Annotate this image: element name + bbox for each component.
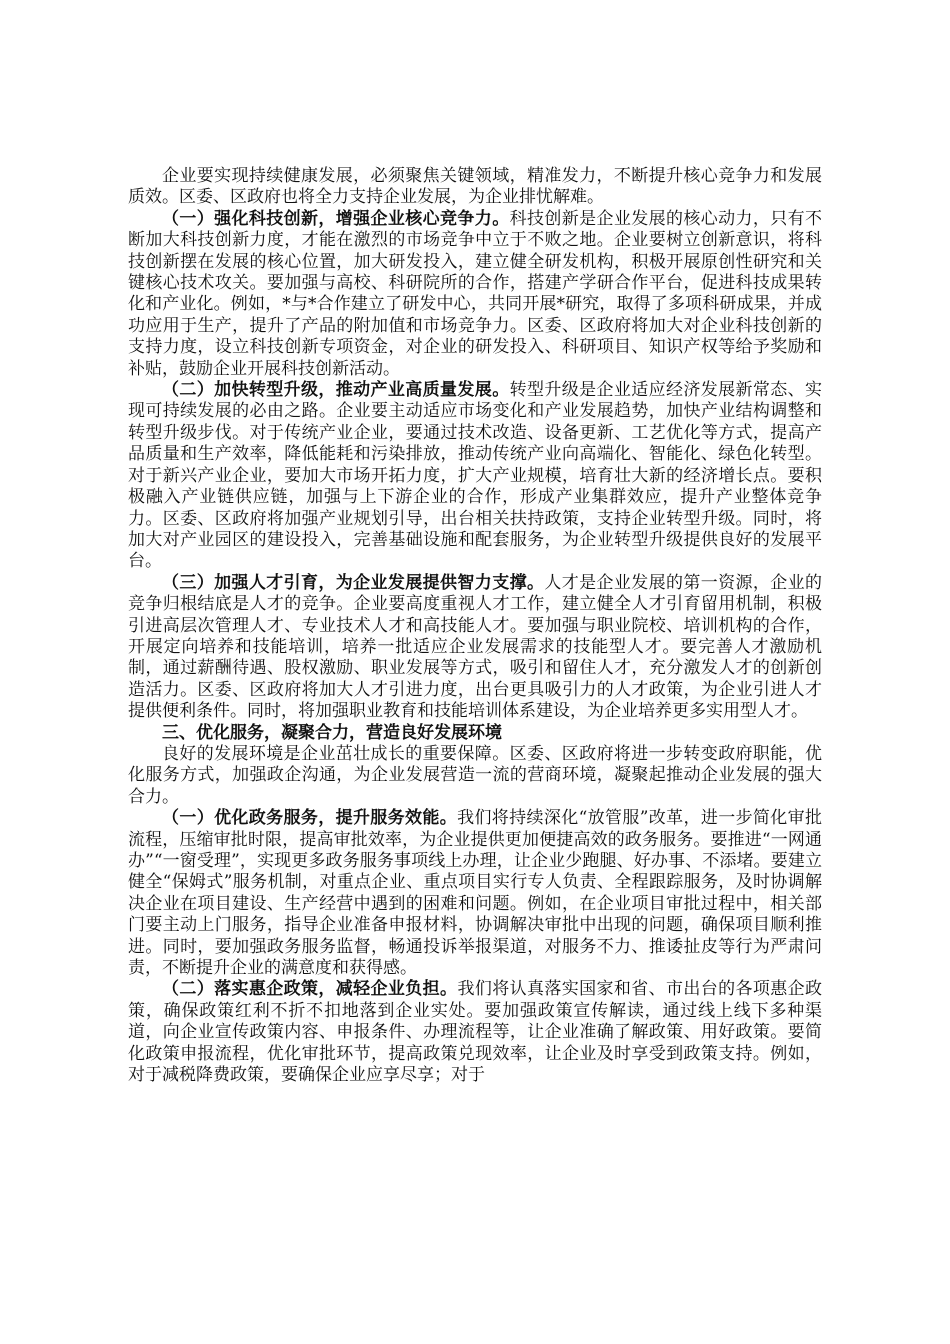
chapter-heading-text: 三、优化服务，凝聚合力，营造良好发展环境: [162, 722, 502, 743]
paragraph-text: 企业要实现持续健康发展，必须聚焦关键领域，精准发力，不断提升核心竞争力和发展质效。区委、区政府也将全力支持企业发展，为企业排忧解难。: [128, 166, 822, 208]
section-lead-heading: （一）强化科技创新，增强企业核心竞争力。: [162, 208, 510, 229]
paragraph-text: 良好的发展环境是企业茁壮成长的重要保障。区委、区政府将进一步转变政府职能，优化服务方式，加强政企沟通，为企业发展营造一流的营商环境，凝聚起推动企业发展的强大合力。: [128, 743, 822, 807]
paragraph-text: 科技创新是企业发展的核心动力，只有不断加大科技创新力度，才能在激烈的市场竞争中立于不败之地。企业要树立创新意识，将科技创新摆在发展的核心位置，加大研发投入，建立健全研发机构，积极开展原创性研究和关键核心技术攻关。要加强与高校、科研院所的合作，搭建产学研合作平台，促进科技成果转化和产业化。例如，*与*合作建立了研发中心，共同开展*研究，取得了多项科研成果，并成功应用于生产，提升了产品的附加值和市场竞争力。区委、区政府将加大对企业科技创新的支持力度，设立科技创新专项资金，对企业的研发投入、科研项目、知识产权等给予奖励和补贴，鼓励企业开展科技创新活动。: [128, 208, 823, 379]
paragraph-text: 我们将持续深化“放管服”改革，进一步简化审批流程，压缩审批时限，提高审批效率，为企业提供更加便捷高效的政务服务。要推进“一网通办”“一窗受理”，实现更多政务服务事项线上办理，让企业少跑腿、好办事、不添堵。要建立健全“保姆式”服务机制，对重点企业、重点项目实行专人负责、全程跟踪服务，及时协调解决企业在项目建设、生产经营中遇到的困难和问题。例如，在企业项目审批过程中，相关部门要主动上门服务，指导企业准备申报材料，协调解决审批中出现的问题，确保项目顺利推进。同时，要加强政务服务监督，畅通投诉举报渠道，对服务不力、推诿扯皮等行为严肃问责，不断提升企业的满意度和获得感。: [128, 808, 822, 979]
paragraph-text: 我们将认真落实国家和省、市出台的各项惠企政策，确保政策红利不折不扣地落到企业实处。要加强政策宣传解读，通过线上线下多种渠道，向企业宣传政策内容、申报条件、办理流程等，让企业准确了解政策、用好政策。要简化政策申报流程，优化审批环节，提高政策兑现效率，让企业及时享受到政策支持。例如，对于减税降费政策，要确保企业应享尽享；对于: [128, 979, 823, 1086]
paragraph-text: 人才是企业发展的第一资源，企业的竞争归根结底是人才的竞争。企业要高度重视人才工作，建立健全人才引育留用机制，积极引进高层次管理人才、专业技术人才和高技能人才。要加强与职业院校、培训机构的合作，开展定向培养和技能培训，培养一批适应企业发展需求的技能型人才。要完善人才激励机制，通过薪酬待遇、股权激励、职业发展等方式，吸引和留住人才，充分激发人才的创新创造活力。区委、区政府将加大人才引进力度，出台更具吸引力的人才政策，为企业引进人才提供便利条件。同时，将加强职业教育和技能培训体系建设，为企业培养更多实用型人才。: [128, 572, 823, 722]
chapter-heading: [128, 723, 822, 744]
section-talent-paragraph: [128, 573, 822, 723]
section-government-service-paragraph: [128, 808, 822, 979]
environment-intro-paragraph: [128, 744, 822, 808]
section-tech-innovation-paragraph: [128, 209, 822, 380]
paragraph-text: 转型升级是企业适应经济发展新常态、实现可持续发展的必由之路。企业要主动适应市场变化和产业发展趋势，加快产业结构调整和转型升级步伐。对于传统产业企业，要通过技术改造、设备更新、工艺优化等方式，提高产品质量和生产效率，降低能耗和污染排放，推动传统产业向高端化、智能化、绿色化转型。对于新兴产业企业，要加大市场开拓力度，扩大产业规模，培育壮大新的经济增长点。要积极融入产业链供应链，加强与上下游企业的合作，形成产业集群效应，提升产业整体竞争力。区委、区政府将加强产业规划引导，出台相关扶持政策，支持企业转型升级。同时，将加大对产业园区的建设投入，完善基础设施和配套服务，为企业转型升级提供良好的发展平台。: [128, 380, 823, 572]
intro-paragraph: [128, 166, 822, 209]
section-lead-heading: （三）加强人才引育，为企业发展提供智力支撑。: [162, 572, 545, 593]
section-lead-heading: （一）优化政务服务，提升服务效能。: [162, 808, 458, 829]
section-lead-heading: （二）加快转型升级，推动产业高质量发展。: [162, 380, 510, 401]
section-lead-heading: （二）落实惠企政策，减轻企业负担。: [162, 979, 458, 1000]
section-transformation-paragraph: [128, 380, 822, 573]
section-policy-paragraph: [128, 979, 822, 1086]
document-page: [128, 166, 822, 1086]
